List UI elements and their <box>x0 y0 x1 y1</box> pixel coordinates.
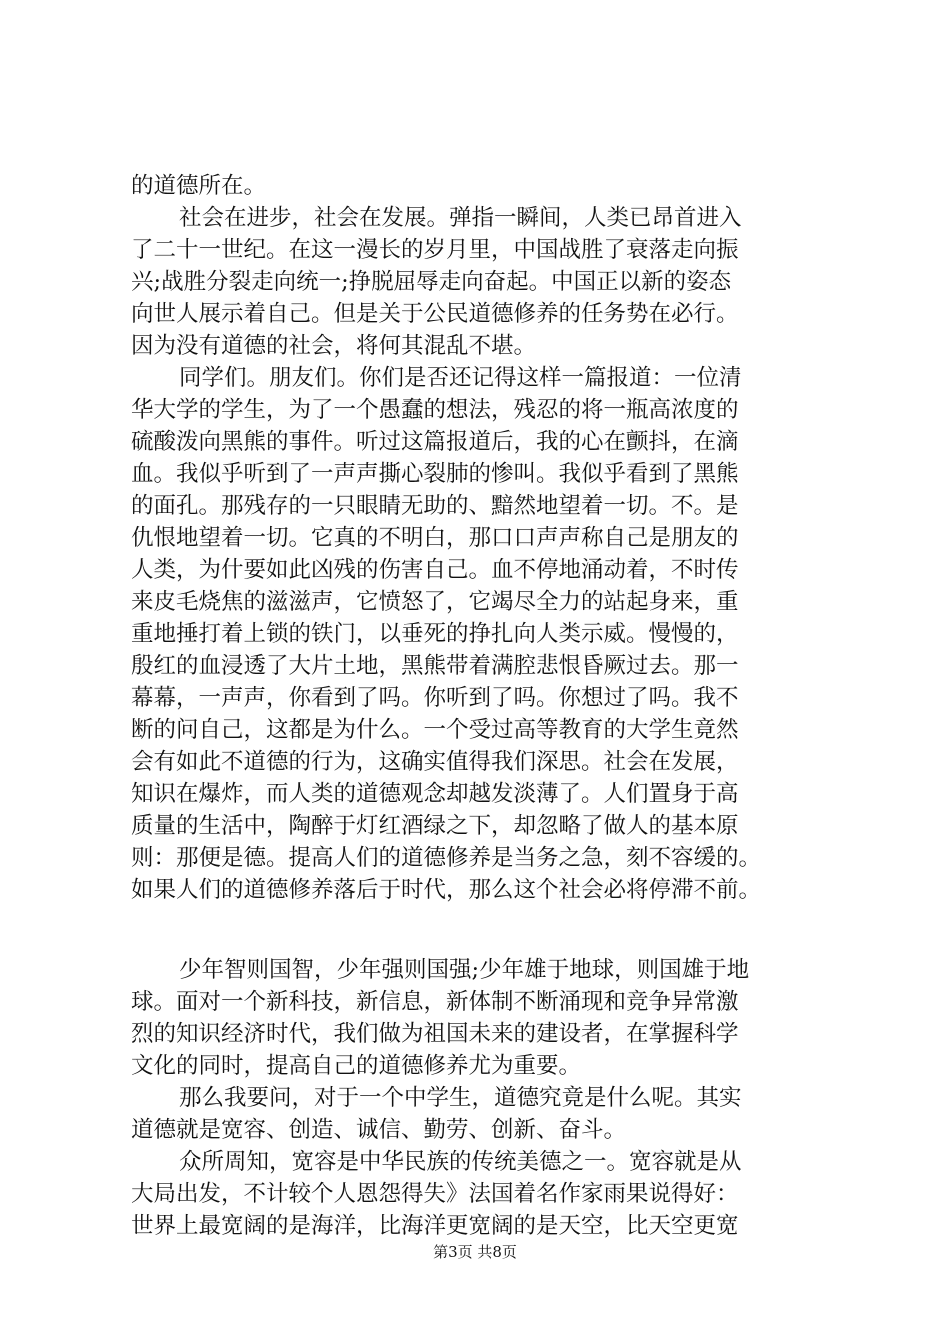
text-line: 血。我似乎听到了一声声撕心裂肺的惨叫。我似乎看到了黑熊 <box>131 461 739 487</box>
text-line: 球。面对一个新科技，新信息，新体制不断涌现和竞争异常激 <box>131 989 739 1015</box>
text-line: 知识在爆炸，而人类的道德观念却越发淡薄了。人们置身于高 <box>131 781 739 807</box>
paragraph <box>131 954 846 1082</box>
paragraph <box>131 1082 846 1146</box>
text-line: 烈的知识经济时代，我们做为祖国未来的建设者，在掌握科学 <box>131 1021 739 1047</box>
text-line: 道德就是宽容、创造、诚信、勤劳、创新、奋斗。 <box>131 1117 627 1143</box>
text-line: 少年智则国智，少年强则国强;少年雄于地球，则国雄于地 <box>179 957 750 983</box>
paragraph-gap <box>131 906 846 954</box>
text-line: 如果人们的道德修养落后于时代，那么这个社会必将停滞不前。 <box>131 877 762 903</box>
paragraph <box>131 170 846 202</box>
text-line: 文化的同时，提高自己的道德修养尤为重要。 <box>131 1053 582 1079</box>
text-line: 重地捶打着上锁的铁门，以垂死的挣扎向人类示威。慢慢的， <box>131 621 739 647</box>
body-text <box>131 170 846 1242</box>
page-footer: 第3页 共8页 <box>433 1243 517 1261</box>
text-line: 了二十一世纪。在这一漫长的岁月里，中国战胜了衰落走向振 <box>131 237 739 263</box>
text-line: 仇恨地望着一切。它真的不明白，那口口声声称自己是朋友的 <box>131 525 739 551</box>
text-line: 则：那便是德。提高人们的道德修养是当务之急，刻不容缓的。 <box>131 845 762 871</box>
paragraph <box>131 202 846 362</box>
text-line: 的道德所在。 <box>131 173 267 199</box>
text-line: 会有如此不道德的行为，这确实值得我们深思。社会在发展， <box>131 749 739 775</box>
text-line: 殷红的血浸透了大片土地，黑熊带着满腔悲恨昏厥过去。那一 <box>131 653 739 679</box>
text-line: 断的问自己，这都是为什么。一个受过高等教育的大学生竟然 <box>131 717 739 743</box>
text-line: 来皮毛烧焦的滋滋声，它愤怒了，它竭尽全力的站起身来，重 <box>131 589 739 615</box>
text-line: 人类，为什要如此凶残的伤害自己。血不停地涌动着，不时传 <box>131 557 739 583</box>
text-line: 因为没有道德的社会，将何其混乱不堪。 <box>131 333 537 359</box>
text-line: 幕幕，一声声，你看到了吗。你听到了吗。你想过了吗。我不 <box>131 685 739 711</box>
paragraph <box>131 362 846 906</box>
text-line: 同学们。朋友们。你们是否还记得这样一篇报道：一位清 <box>179 365 742 391</box>
text-line: 世界上最宽阔的是海洋，比海洋更宽阔的是天空，比天空更宽 <box>131 1213 739 1239</box>
text-line: 硫酸泼向黑熊的事件。听过这篇报道后，我的心在颤抖，在滴 <box>131 429 739 455</box>
text-line: 社会在进步，社会在发展。弹指一瞬间，人类已昂首进入 <box>179 205 742 231</box>
text-line: 的面孔。那残存的一只眼睛无助的、黯然地望着一切。不。是 <box>131 493 739 519</box>
text-line: 众所周知，宽容是中华民族的传统美德之一。宽容就是从 <box>179 1149 742 1175</box>
paragraph <box>131 1146 846 1242</box>
text-line: 大局出发，不计较个人恩怨得失》法国着名作家雨果说得好： <box>131 1181 739 1207</box>
text-line: 那么我要问，对于一个中学生，道德究竟是什么呢。其实 <box>179 1085 742 1111</box>
text-line: 向世人展示着自己。但是关于公民道德修养的任务势在必行。 <box>131 301 739 327</box>
text-line: 华大学的学生，为了一个愚蠢的想法，残忍的将一瓶高浓度的 <box>131 397 739 423</box>
text-line: 质量的生活中，陶醉于灯红酒绿之下，却忽略了做人的基本原 <box>131 813 739 839</box>
text-line: 兴;战胜分裂走向统一;挣脱屈辱走向奋起。中国正以新的姿态 <box>131 269 732 295</box>
